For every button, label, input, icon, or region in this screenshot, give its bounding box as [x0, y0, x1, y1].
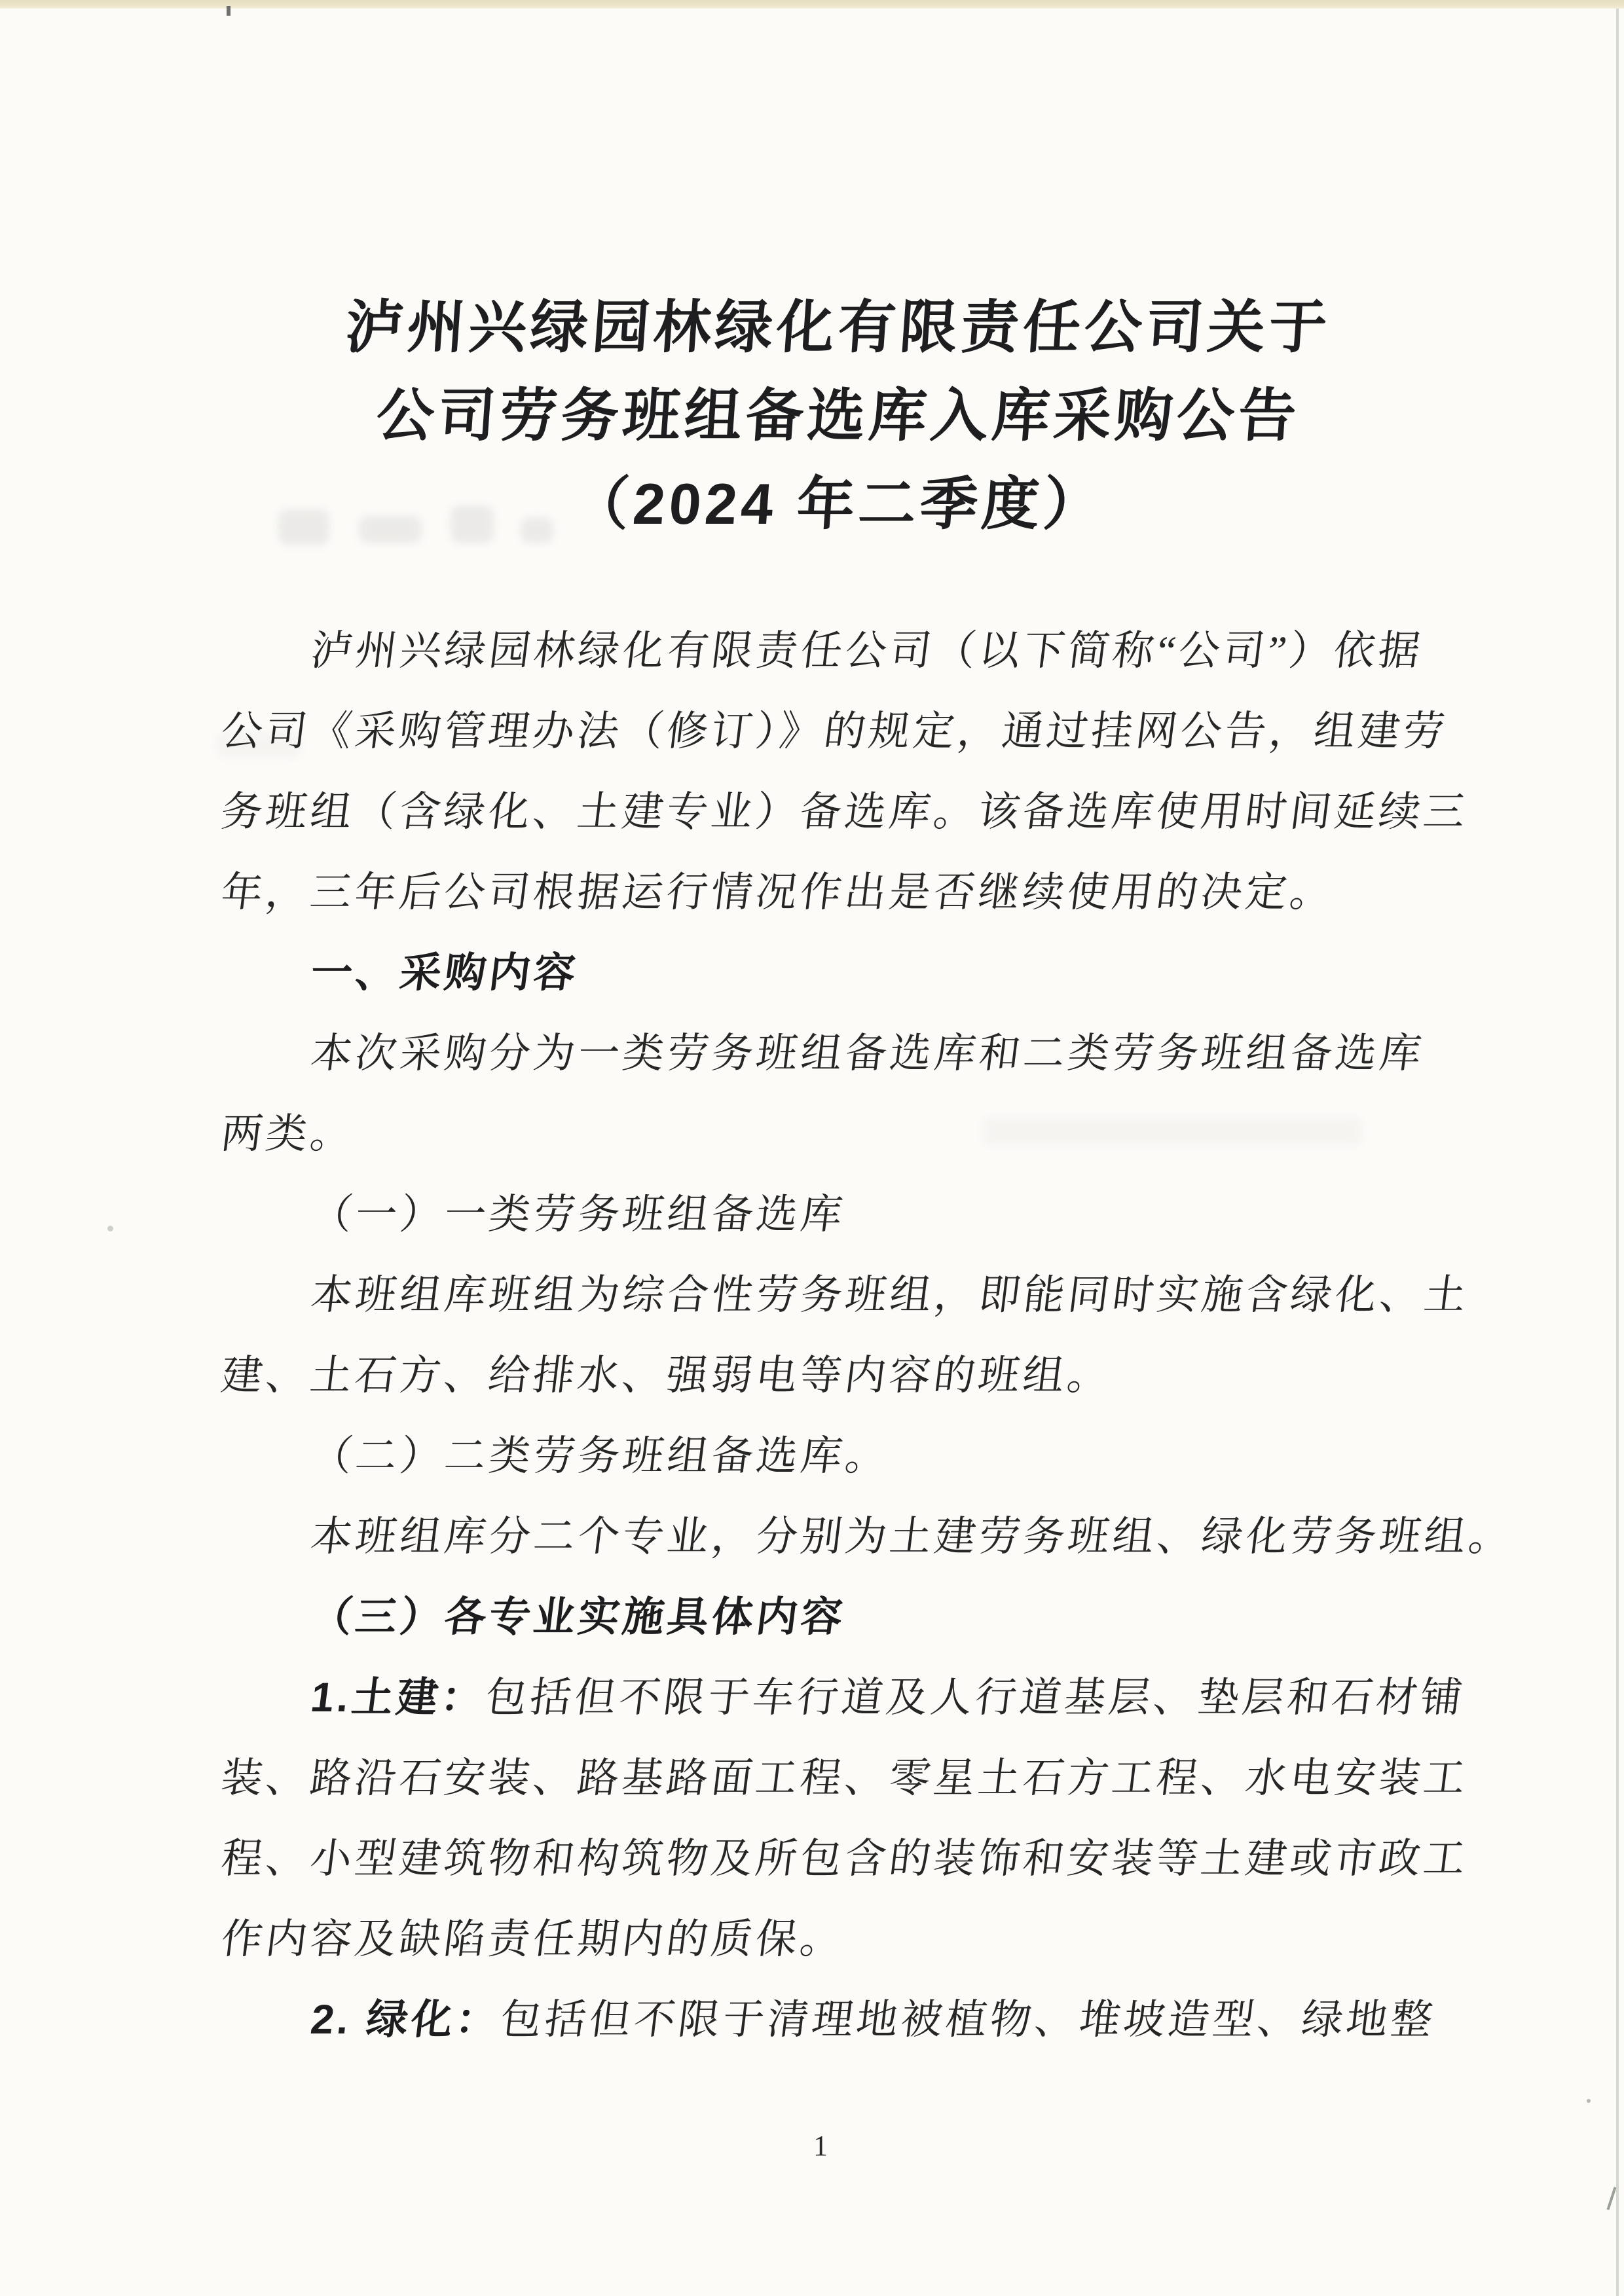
subsection-heading-class-two: （二）二类劳务班组备选库。: [308, 1433, 893, 1479]
paragraph-text: 包括但不限于清理地被植物、堆坡造型、绿地整: [497, 1997, 1439, 2043]
paragraph-line: 泸州兴绿园林绿化有限责任公司（以下简称“公司”）依据: [308, 628, 1426, 674]
paragraph-line: 作内容及缺陷责任期内的质保。: [218, 1916, 848, 1962]
scan-speck: [1607, 2187, 1617, 2210]
title-line-3: （2024 年二季度）: [569, 471, 1107, 536]
scan-speck: [1587, 2099, 1591, 2103]
paragraph-line: 务班组（含绿化、土建专业）备选库。该备选库使用时间延续三: [218, 789, 1471, 835]
paragraph-line: 装、路沿石安装、路基路面工程、零星土石方工程、水电安装工: [218, 1755, 1471, 1801]
document-body: [218, 611, 1517, 2060]
title-line-2: 公司劳务班组备选库入库采购公告: [374, 383, 1302, 448]
subsection-heading-specifics: （三）各专业实施具体内容: [308, 1594, 849, 1640]
page-number: 1: [813, 2130, 828, 2162]
scan-speck: [227, 6, 231, 16]
paragraph-line-greening: [216, 1980, 1444, 2060]
paragraph-line: 本班组库分二个专业，分别为土建劳务班组、绿化劳务班组。: [308, 1514, 1517, 1559]
paragraph-line: 程、小型建筑物和构筑物及所包含的装饰和安装等土建或市政工: [218, 1836, 1471, 1882]
section-heading-procurement-content: 一、采购内容: [308, 950, 581, 996]
paragraph-line-civil-works: [216, 1658, 1468, 1738]
subsection-heading-class-one: （一）一类劳务班组备选库: [308, 1192, 849, 1237]
paragraph-line: 建、土石方、给排水、强弱电等内容的班组。: [218, 1353, 1115, 1398]
paragraph-line: 两类。: [218, 1111, 358, 1157]
paragraph-line: 年，三年后公司根据运行情况作出是否继续使用的决定。: [218, 869, 1338, 915]
document-title: [26, 283, 1624, 548]
paragraph-line: 公司《采购管理办法（修订）》的规定，通过挂网公告，组建劳: [218, 708, 1450, 754]
paragraph-line: 本班组库班组为综合性劳务班组，即能同时实施含绿化、土: [308, 1272, 1472, 1318]
title-line-1: 泸州兴绿园林绿化有限责任公司关于: [343, 295, 1333, 359]
scanner-top-edge-strip: [0, 0, 1624, 9]
civil-works-label: 1.土建：: [308, 1675, 489, 1721]
paragraph-line: 本次采购分为一类劳务班组备选库和二类劳务班组备选库: [308, 1030, 1428, 1076]
paragraph-text: 包括但不限于车行道及人行道基层、垫层和石材铺: [483, 1675, 1468, 1721]
scan-speck: [107, 1226, 113, 1231]
greening-label: 2. 绿化：: [308, 1997, 504, 2043]
